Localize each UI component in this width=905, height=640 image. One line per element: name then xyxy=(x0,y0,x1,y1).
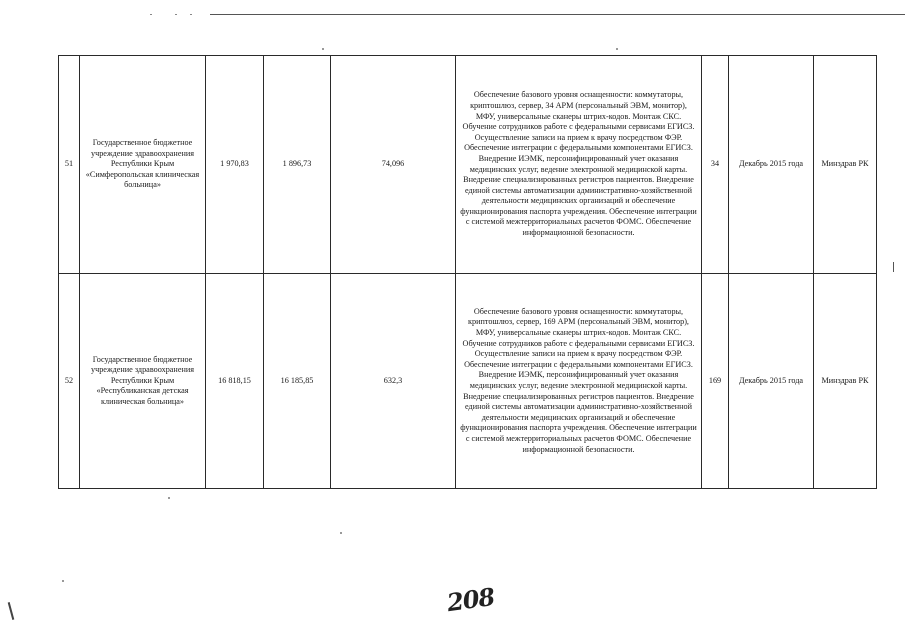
table-row xyxy=(59,274,877,489)
scan-speck xyxy=(150,14,152,15)
arm-count: 34 xyxy=(702,56,729,274)
arm-count: 169 xyxy=(702,274,729,489)
scan-speck xyxy=(190,14,192,15)
federal-amount: 1 896,73 xyxy=(264,56,331,274)
scan-speck xyxy=(175,14,177,15)
scan-mark xyxy=(8,602,15,620)
measures-description: Обеспечение базового уровня оснащенности: коммутаторы, криптошлюз, сервер, 34 АРМ (персональный ЭВМ, монитор), МФУ, универсальные сканеры штрих-кодов. Монтаж СКС. Обучение сотрудников работе с федеральными сервисами ЕГИСЗ. Осуществление записи на прием к врачу посредством ФЭР. Обеспечение интеграции с федеральными компонентами ЕГИСЗ. Внедрение ИЭМК, персонифицированный учет оказания медицинских услуг, ведение электронной медицинской карты. Внедрение специализированных регистров пациентов. Внедрение единой системы автоматизации административно-хозяйственной деятельности медицинских организаций и обеспечение функционирования паспорта учреждения. Обеспечение интеграции с системой межтерриториальных расчетов ФОМС. Обеспечение информационной безопасности. xyxy=(456,56,702,274)
top-rule xyxy=(210,14,905,15)
responsible-body: Минздрав РК xyxy=(814,274,877,489)
total-amount: 16 818,15 xyxy=(206,274,264,489)
row-number: 52 xyxy=(59,274,80,489)
organization-name: Государственное бюджетное учреждение здравоохранения Республики Крым «Симферопольская клиническая больница» xyxy=(80,56,206,274)
responsible-body: Минздрав РК xyxy=(814,56,877,274)
scan-speck xyxy=(168,497,170,499)
scan-speck xyxy=(340,532,342,534)
deadline: Декабрь 2015 года xyxy=(729,56,814,274)
total-amount: 1 970,83 xyxy=(206,56,264,274)
table-row xyxy=(59,56,877,274)
handwritten-page-number: 208 xyxy=(445,581,496,618)
scan-top-edge xyxy=(0,0,905,20)
scan-speck xyxy=(616,48,618,50)
regional-amount: 74,096 xyxy=(331,56,456,274)
regional-amount: 632,3 xyxy=(331,274,456,489)
scan-speck xyxy=(62,580,64,582)
measures-description: Обеспечение базового уровня оснащенности: коммутаторы, криптошлюз, сервер, 169 АРМ (персональный ЭВМ, монитор), МФУ, универсальные сканеры штрих-кодов. Монтаж СКС. Обучение сотрудников работе с федеральными сервисами ЕГИСЗ. Осуществление записи на прием к врачу посредством ФЭР. Обеспечение интеграции с федеральными компонентами ЕГИСЗ. Внедрение ИЭМК, персонифицированный учет оказания медицинских услуг, ведение электронной медицинской карты. Внедрение специализированных регистров пациентов. Внедрение единой системы автоматизации административно-хозяйственной деятельности медицинских организаций и обеспечение функционирования паспорта учреждения. Обеспечение интеграции с системой межтерриториальных расчетов ФОМС. Обеспечение информационной безопасности. xyxy=(456,274,702,489)
deadline: Декабрь 2015 года xyxy=(729,274,814,489)
row-number: 51 xyxy=(59,56,80,274)
document-table-wrapper xyxy=(58,55,869,489)
federal-amount: 16 185,85 xyxy=(264,274,331,489)
scan-mark xyxy=(893,262,894,272)
organization-name: Государственное бюджетное учреждение здравоохранения Республики Крым «Республиканская детская клиническая больница» xyxy=(80,274,206,489)
scan-speck xyxy=(322,48,324,50)
program-table xyxy=(58,55,877,489)
